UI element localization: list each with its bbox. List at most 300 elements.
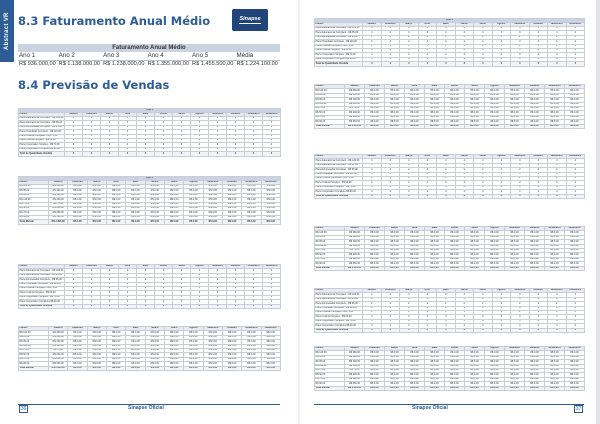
table-cell: R$ 0,00: [525, 364, 545, 368]
table-cell: 2: [548, 302, 567, 306]
table-cell: R$ 0,00: [184, 189, 203, 193]
table-cell: 4: [511, 185, 530, 189]
table-cell: R$ 0,00: [525, 382, 545, 386]
total-cell: R$ 0,00: [525, 124, 545, 128]
table-cell: R$ 360,00: [345, 382, 365, 386]
column-header: Junho: [145, 180, 164, 184]
row-label: Plano Educacional Completo - R$ 85,00: [19, 121, 65, 125]
row-label: R$ 50,00: [315, 373, 345, 377]
total-cell: 4: [381, 62, 400, 66]
column-header: Planos: [19, 265, 65, 269]
total-cell: R$ 0,00: [425, 124, 445, 128]
table-cell: 4: [455, 315, 474, 319]
table-cell: 4: [418, 306, 437, 310]
table-cell: R$ 0,00: [545, 351, 565, 355]
table-cell: R$ 0,00: [545, 102, 565, 106]
table-cell: R$ 0,00: [203, 357, 222, 361]
table-cell: R$ 0,00: [425, 231, 445, 235]
total-cell: 4: [474, 328, 493, 332]
table-cell: 4: [119, 282, 137, 286]
column-header: Maio: [425, 227, 445, 231]
table-cell: 4: [173, 147, 191, 151]
table-cell: 4: [548, 163, 567, 167]
table-cell: 4: [245, 147, 263, 151]
table-cell: R$ 0,00: [365, 231, 385, 235]
table-cell: R$ 0,00: [164, 335, 183, 339]
table-cell: 4: [363, 324, 382, 328]
column-header: Julho: [465, 85, 485, 89]
table-cell: 4: [101, 147, 119, 151]
table-title: Ano 1: [315, 19, 585, 23]
total-label: Total Mensal: [19, 366, 49, 370]
table-cell: 4: [227, 269, 245, 273]
table-cell: 1: [474, 310, 493, 314]
table-cell: R$ 0,00: [145, 198, 164, 202]
total-row: [315, 124, 585, 128]
column-header: Setembro: [511, 289, 530, 293]
table-cell: R$ 75,00: [49, 202, 68, 206]
table-cell: R$ 0,00: [525, 120, 545, 124]
table-cell: R$ 0,00: [525, 368, 545, 372]
table-cell: 2: [245, 125, 263, 129]
row-label: Plano Corporativo Simples - R$ 70,00: [315, 53, 363, 57]
faturamento-value-cell: R$ 1.138.000,00: [58, 61, 101, 68]
table-cell: R$ 0,00: [485, 377, 505, 381]
table-cell: R$ 0,00: [465, 248, 485, 252]
qty-table: [18, 108, 281, 157]
table-cell: 4: [209, 300, 227, 304]
total-cell: 4: [474, 194, 493, 198]
table-cell: 4: [529, 159, 548, 163]
row-label: R$ 85,00: [315, 93, 345, 97]
table-cell: 4: [437, 324, 456, 328]
table-cell: R$ 0,00: [385, 115, 405, 119]
table-cell: R$ 0,00: [465, 111, 485, 115]
column-header: Setembro: [505, 227, 525, 231]
row-label: Plano Hospitalar Completo - R$ 110,00: [315, 40, 363, 44]
column-header: Abril: [405, 347, 425, 351]
table-cell: 4: [363, 306, 382, 310]
column-header: Novembro: [242, 327, 261, 331]
table-cell: 4: [455, 159, 474, 163]
table-cell: 1: [173, 286, 191, 290]
column-header: Junho: [455, 155, 474, 159]
table-cell: R$ 0,00: [505, 235, 525, 239]
table-cell: R$ 0,00: [242, 331, 261, 335]
table-cell: 4: [381, 324, 400, 328]
table-cell: R$ 0,00: [222, 340, 241, 344]
table-cell: R$ 0,00: [485, 120, 505, 124]
table-cell: R$ 0,00: [164, 362, 183, 366]
total-cell: 4: [400, 62, 419, 66]
row-label: R$ 120,00: [19, 184, 49, 188]
table-cell: R$ 0,00: [242, 189, 261, 193]
row-label: Plano Corporativo Completo R$ 90,00: [19, 300, 65, 304]
value-table: [314, 346, 585, 391]
table-cell: R$ 480,00: [345, 351, 365, 355]
total-label: Total Mensal: [315, 386, 345, 390]
total-cell: R$ 0,00: [365, 124, 385, 128]
column-header: Planos: [315, 155, 363, 159]
table-cell: 4: [548, 48, 567, 52]
table-cell: 4: [400, 181, 419, 185]
table-cell: 4: [101, 269, 119, 273]
table-cell: 4: [119, 269, 137, 273]
table-cell: 4: [119, 291, 137, 295]
table-cell: 4: [363, 53, 382, 57]
total-cell: R$ 0,00: [485, 386, 505, 390]
table-cell: R$ 0,00: [145, 362, 164, 366]
total-label: Total Mensal: [315, 266, 345, 270]
row-label: Plano Cultural Simples - R$ 50,00: [19, 291, 65, 295]
table-cell: 4: [263, 116, 281, 120]
table-cell: 2: [381, 302, 400, 306]
table-cell: 1: [119, 286, 137, 290]
table-cell: R$ 340,00: [49, 189, 68, 193]
faturamento-title: Faturamento Anual Médio: [18, 44, 280, 52]
faturamento-value-cell: R$ 1.355.000,00: [147, 61, 189, 68]
column-header: Janeiro: [345, 347, 365, 351]
table-cell: 4: [418, 190, 437, 194]
footer-brand-left: Sinapse Oficial: [128, 405, 164, 411]
table-cell: R$ 0,00: [445, 120, 465, 124]
column-header: Janeiro: [49, 180, 68, 184]
table-cell: R$ 0,00: [545, 257, 565, 261]
table-cell: 4: [548, 293, 567, 297]
faturamento-header-row: [18, 52, 280, 60]
total-cell: R$ 0,00: [242, 220, 261, 224]
table-cell: R$ 480,00: [345, 89, 365, 93]
column-header: Julho: [474, 289, 493, 293]
table-cell: 4: [173, 291, 191, 295]
row-label: Plano Educacional Completo - R$ 85,00: [315, 297, 363, 301]
table-cell: 4: [492, 31, 511, 35]
column-header: Agosto: [184, 180, 203, 184]
total-cell: R$ 0,00: [242, 366, 261, 370]
table-cell: 4: [492, 40, 511, 44]
column-header: Dezembro: [261, 180, 280, 184]
table-cell: R$ 0,00: [565, 377, 585, 381]
total-cell: R$ 0,00: [203, 220, 222, 224]
column-header: Junho: [445, 227, 465, 231]
total-cell: 4: [529, 328, 548, 332]
table-cell: R$ 0,00: [68, 340, 87, 344]
table-cell: 4: [173, 116, 191, 120]
table-cell: R$ 0,00: [365, 98, 385, 102]
table-cell: R$ 0,00: [126, 344, 145, 348]
table-cell: R$ 0,00: [68, 211, 87, 215]
total-cell: R$ 0,00: [87, 220, 106, 224]
table-cell: 4: [137, 273, 155, 277]
table-cell: R$ 0,00: [505, 115, 525, 119]
table-cell: 1: [209, 134, 227, 138]
table-cell: R$ 0,00: [184, 193, 203, 197]
table-cell: 2: [65, 125, 83, 129]
table-cell: R$ 0,00: [184, 331, 203, 335]
total-cell: 4: [245, 152, 263, 156]
table-cell: 4: [155, 116, 173, 120]
column-header: Novembro: [548, 22, 567, 26]
row-label: R$ 75,00: [315, 368, 345, 372]
total-cell: 4: [418, 62, 437, 66]
column-header: Outubro: [529, 155, 548, 159]
table-cell: R$ 0,00: [425, 373, 445, 377]
column-header: Janeiro: [345, 85, 365, 89]
row-label: R$ 95,00: [19, 193, 49, 197]
table-cell: 4: [191, 269, 209, 273]
table-cell: R$ 0,00: [126, 353, 145, 357]
table-cell: R$ 480,00: [345, 231, 365, 235]
table-cell: R$ 0,00: [405, 248, 425, 252]
table-cell: R$ 0,00: [445, 102, 465, 106]
table-cell: 4: [474, 297, 493, 301]
table-cell: R$ 0,00: [485, 355, 505, 359]
table-cell: R$ 0,00: [385, 231, 405, 235]
table-cell: R$ 0,00: [164, 344, 183, 348]
column-header: Novembro: [545, 85, 565, 89]
table-cell: 4: [474, 53, 493, 57]
column-header: Janeiro: [363, 289, 382, 293]
table-cell: R$ 0,00: [505, 231, 525, 235]
total-cell: R$ 0,00: [164, 220, 183, 224]
table-cell: R$ 0,00: [485, 106, 505, 110]
table-cell: R$ 0,00: [465, 360, 485, 364]
total-cell: R$ 0,00: [106, 220, 125, 224]
table-cell: 2: [245, 278, 263, 282]
table-cell: 1: [492, 310, 511, 314]
row-label: R$ 120,00: [315, 89, 345, 93]
table-cell: 4: [492, 48, 511, 52]
total-cell: 4: [155, 152, 173, 156]
table-cell: R$ 0,00: [445, 257, 465, 261]
table-cell: R$ 0,00: [465, 102, 485, 106]
table-cell: 4: [529, 57, 548, 61]
table-cell: R$ 0,00: [425, 351, 445, 355]
table-cell: 4: [418, 31, 437, 35]
column-header: Maio: [126, 180, 145, 184]
column-header: Agosto: [191, 112, 209, 116]
table-cell: R$ 0,00: [525, 111, 545, 115]
row-label: R$ 75,00: [315, 248, 345, 252]
table-cell: R$ 0,00: [425, 111, 445, 115]
table-cell: 4: [455, 190, 474, 194]
column-header: Abril: [119, 265, 137, 269]
table-cell: R$ 0,00: [445, 382, 465, 386]
total-cell: R$ 0,00: [145, 220, 164, 224]
table-cell: R$ 0,00: [465, 235, 485, 239]
table-cell: 4: [529, 172, 548, 176]
table-cell: R$ 0,00: [365, 240, 385, 244]
table-cell: R$ 0,00: [405, 111, 425, 115]
total-cell: 4: [173, 304, 191, 308]
column-header: Outubro: [525, 347, 545, 351]
table-cell: R$ 0,00: [465, 262, 485, 266]
table-cell: 4: [245, 295, 263, 299]
row-label: Plano Cultural Simples - R$ 50,00: [315, 48, 363, 52]
total-row: [315, 386, 585, 390]
table-cell: R$ 0,00: [445, 111, 465, 115]
table-cell: 1: [245, 286, 263, 290]
table-cell: 4: [101, 130, 119, 134]
table-cell: 2: [381, 168, 400, 172]
table-cell: 4: [492, 57, 511, 61]
column-header: Dezembro: [261, 327, 280, 331]
table-cell: R$ 0,00: [545, 355, 565, 359]
table-cell: 4: [548, 172, 567, 176]
column-header: Outubro: [525, 85, 545, 89]
table-cell: 4: [245, 300, 263, 304]
table-cell: R$ 0,00: [425, 89, 445, 93]
table-cell: R$ 0,00: [184, 211, 203, 215]
table-cell: R$ 0,00: [545, 98, 565, 102]
table-cell: R$ 440,00: [49, 198, 68, 202]
table-cell: 2: [492, 302, 511, 306]
table-cell: 2: [173, 278, 191, 282]
table-cell: 4: [245, 269, 263, 273]
table-cell: 1: [137, 286, 155, 290]
table-cell: R$ 0,00: [405, 244, 425, 248]
table-cell: 4: [83, 269, 101, 273]
table-cell: R$ 0,00: [505, 98, 525, 102]
table-cell: R$ 0,00: [242, 193, 261, 197]
table-cell: 4: [418, 315, 437, 319]
table-cell: 4: [566, 306, 585, 310]
table-cell: R$ 0,00: [164, 353, 183, 357]
table-cell: 4: [400, 190, 419, 194]
table-cell: R$ 0,00: [68, 189, 87, 193]
column-header: Dezembro: [566, 22, 585, 26]
table-cell: 4: [191, 116, 209, 120]
column-header: Outubro: [222, 327, 241, 331]
table-cell: 4: [474, 159, 493, 163]
total-cell: R$ 0,00: [425, 386, 445, 390]
table-cell: 4: [400, 297, 419, 301]
table-cell: 4: [566, 319, 585, 323]
table-cell: 4: [101, 295, 119, 299]
table-cell: 4: [548, 297, 567, 301]
table-cell: 2: [65, 278, 83, 282]
table-cell: R$ 0,00: [405, 373, 425, 377]
table-cell: R$ 0,00: [203, 344, 222, 348]
table-cell: 4: [381, 172, 400, 176]
table-cell: 1: [548, 310, 567, 314]
table-cell: 1: [418, 176, 437, 180]
qty-table: [314, 288, 585, 333]
table-cell: R$ 0,00: [565, 355, 585, 359]
row-label: Plano Corporativo Simples - R$ 70,00: [315, 319, 363, 323]
table-cell: 4: [65, 300, 83, 304]
table-cell: R$ 0,00: [445, 364, 465, 368]
column-header: Planos: [19, 112, 65, 116]
total-cell: R$ 0,00: [565, 124, 585, 128]
column-header: Abril: [418, 155, 437, 159]
table-cell: 1: [492, 176, 511, 180]
column-header: Março: [400, 155, 419, 159]
total-cell: 4: [263, 304, 281, 308]
table-cell: 4: [363, 163, 382, 167]
table-cell: R$ 0,00: [445, 377, 465, 381]
table-cell: 4: [437, 181, 456, 185]
table-cell: 2: [173, 125, 191, 129]
table-cell: 4: [209, 273, 227, 277]
table-cell: 4: [437, 40, 456, 44]
table-cell: R$ 0,00: [365, 235, 385, 239]
table-cell: R$ 0,00: [261, 202, 280, 206]
table-cell: R$ 0,00: [242, 362, 261, 366]
table-cell: R$ 0,00: [261, 357, 280, 361]
table-cell: R$ 0,00: [385, 373, 405, 377]
row-label: Plano Cultural Completo - R$ 75,00: [315, 176, 363, 180]
table-cell: 4: [400, 159, 419, 163]
row-label: Plano Educacional Completo - R$ 85,00: [315, 163, 363, 167]
table-cell: 4: [191, 295, 209, 299]
table-cell: R$ 0,00: [365, 377, 385, 381]
row-label: R$ 110,00: [315, 102, 345, 106]
table-cell: 4: [474, 181, 493, 185]
table-cell: R$ 0,00: [485, 93, 505, 97]
table-cell: 2: [566, 35, 585, 39]
table-cell: R$ 0,00: [164, 189, 183, 193]
table-cell: R$ 0,00: [385, 382, 405, 386]
total-cell: R$ 0,00: [465, 266, 485, 270]
faturamento-header-cell: Ano 2: [58, 52, 102, 60]
column-header: Janeiro: [363, 155, 382, 159]
table-cell: 4: [400, 40, 419, 44]
column-header: Junho: [455, 22, 474, 26]
table-cell: R$ 0,00: [145, 215, 164, 219]
table-cell: R$ 0,00: [261, 348, 280, 352]
table-cell: 4: [437, 319, 456, 323]
table-cell: R$ 0,00: [485, 115, 505, 119]
table-cell: R$ 0,00: [385, 368, 405, 372]
table-cell: 4: [548, 181, 567, 185]
row-label: R$ 70,00: [19, 357, 49, 361]
table-cell: 4: [418, 297, 437, 301]
table-cell: R$ 0,00: [222, 184, 241, 188]
table-cell: R$ 0,00: [68, 344, 87, 348]
row-label: R$ 90,00: [19, 362, 49, 366]
table-cell: 4: [455, 26, 474, 30]
table-cell: R$ 0,00: [126, 331, 145, 335]
table-cell: R$ 0,00: [525, 257, 545, 261]
total-cell: R$ 0,00: [126, 220, 145, 224]
table-cell: R$ 0,00: [425, 115, 445, 119]
total-cell: 4: [245, 304, 263, 308]
table-cell: 4: [155, 273, 173, 277]
table-cell: R$ 0,00: [505, 253, 525, 257]
table-cell: R$ 0,00: [145, 184, 164, 188]
table-cell: 1: [437, 310, 456, 314]
total-cell: 4: [137, 152, 155, 156]
table-cell: 4: [418, 181, 437, 185]
total-cell: R$ 0,00: [505, 386, 525, 390]
table-cell: R$ 0,00: [87, 344, 106, 348]
table-cell: 4: [137, 269, 155, 273]
table-cell: R$ 0,00: [145, 211, 164, 215]
total-cell: 4: [418, 194, 437, 198]
table-cell: 4: [548, 57, 567, 61]
column-header: Fevereiro: [83, 112, 101, 116]
table-cell: R$ 0,00: [261, 353, 280, 357]
table-cell: R$ 0,00: [505, 102, 525, 106]
table-cell: 4: [381, 306, 400, 310]
table-cell: R$ 0,00: [68, 184, 87, 188]
brand-logo: [232, 9, 268, 31]
table-cell: 4: [529, 306, 548, 310]
column-header: Planos: [19, 327, 49, 331]
table-cell: 2: [418, 35, 437, 39]
table-cell: R$ 0,00: [485, 235, 505, 239]
